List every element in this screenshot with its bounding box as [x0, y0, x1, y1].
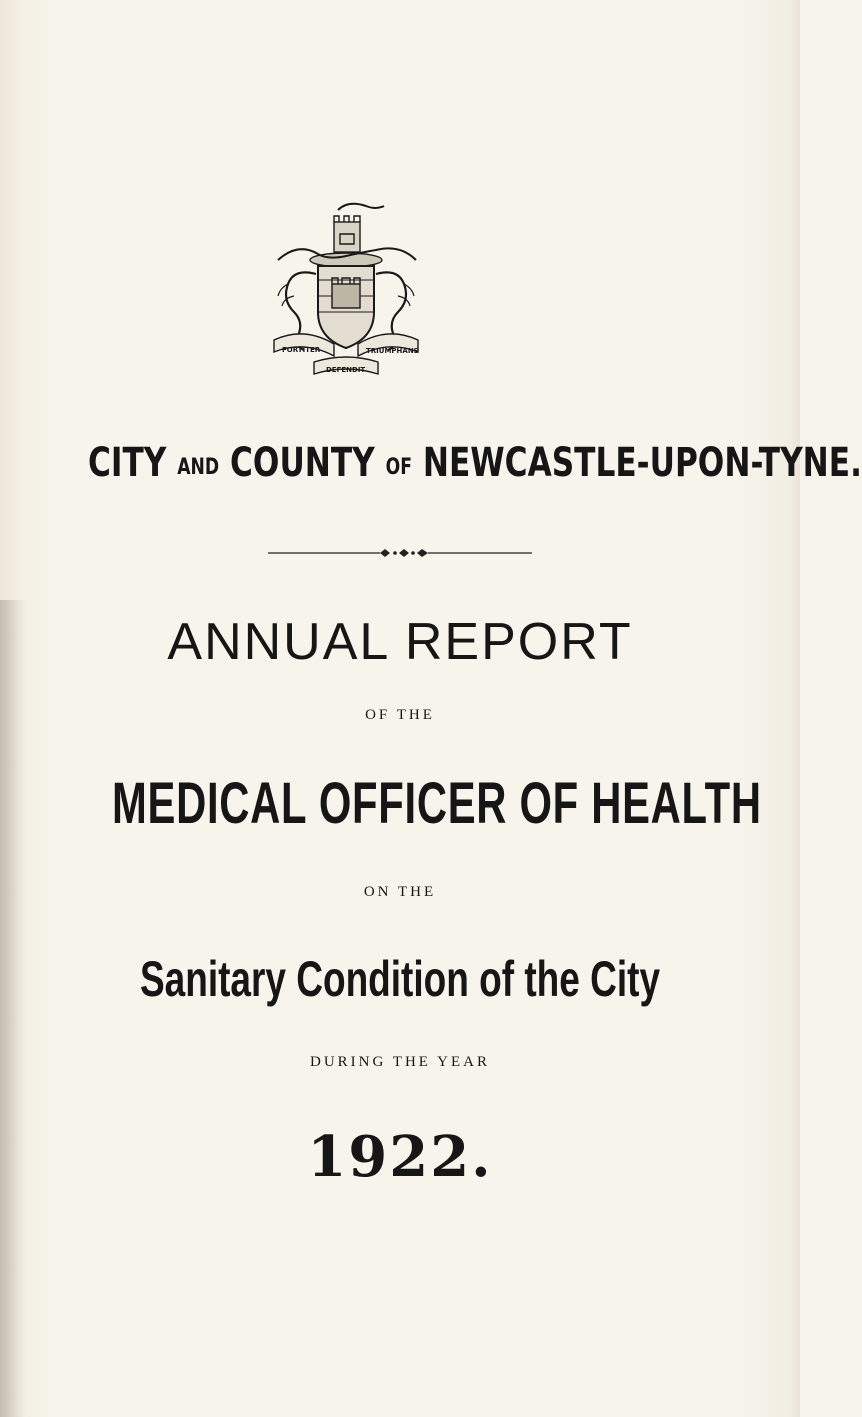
coat-of-arms-icon [268, 200, 424, 386]
title-city: CITY [88, 440, 167, 486]
motto-bottom: DEFENDIT [326, 366, 366, 374]
divider-ornament-icon [268, 543, 532, 563]
motto-left: FORTITER [282, 346, 321, 354]
motto-right: TRIUMPHANS [366, 347, 419, 355]
on-the-line: ON THE [363, 884, 437, 900]
during-line: DURING THE YEAR [310, 1054, 490, 1070]
report-subject: Sanitary Condition of the City [139, 951, 661, 1007]
title-place: NEWCASTLE-UPON-TYNE. [422, 440, 862, 486]
report-title: ANNUAL REPORT [167, 613, 633, 671]
ornamental-divider [0, 543, 800, 563]
title-of: OF [385, 455, 412, 480]
of-the-line: OF THE [365, 707, 435, 723]
city-title [88, 440, 862, 486]
coat-of-arms [268, 200, 424, 386]
title-and: AND [177, 455, 220, 480]
report-year: 1922. [307, 1124, 493, 1190]
title-county: COUNTY [230, 440, 375, 486]
officer-title: MEDICAL OFFICER OF HEALTH [112, 771, 762, 836]
